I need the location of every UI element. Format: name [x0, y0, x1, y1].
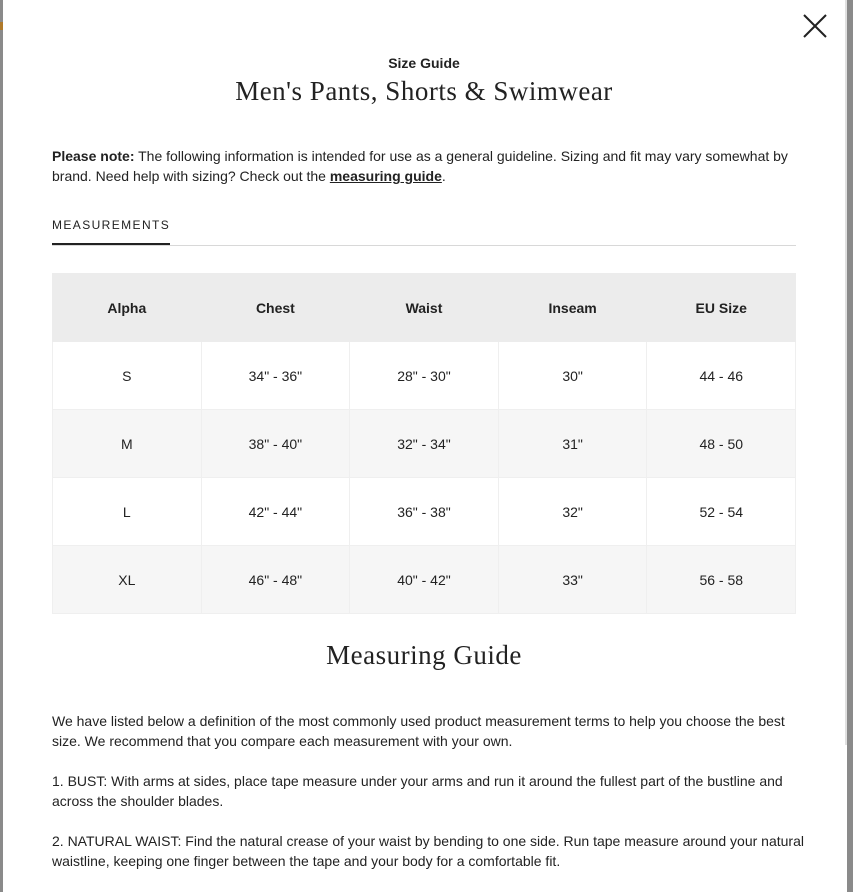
tab-measurements[interactable]: MEASUREMENTS [52, 216, 170, 245]
size-table [52, 273, 796, 614]
table-cell: 56 - 58 [647, 546, 796, 614]
table-cell: 28" - 30" [350, 342, 499, 410]
close-button[interactable] [802, 12, 828, 40]
backdrop-left-mark [0, 22, 3, 30]
column-header: Alpha [53, 274, 202, 342]
table-cell: 33" [498, 546, 647, 614]
table-cell: 40" - 42" [350, 546, 499, 614]
guide-waist-paragraph: 2. NATURAL WAIST: Find the natural crease of your waist by bending to one side. Run tape measure around your natural waistline, keeping one finger between the tape and your body for a comfortable fit. [52, 833, 804, 869]
modal-kicker: Size Guide [388, 55, 460, 71]
table-cell: M [53, 410, 202, 478]
sizing-note [52, 146, 812, 186]
column-header: Chest [201, 274, 350, 342]
measuring-guide-title: Measuring Guide [326, 640, 522, 670]
modal-title: Men's Pants, Shorts & Swimwear [235, 76, 613, 106]
column-header: Waist [350, 274, 499, 342]
table-cell: 52 - 54 [647, 478, 796, 546]
tab-bar [52, 216, 796, 246]
note-label: Please note: [52, 148, 135, 164]
table-row [53, 410, 796, 478]
table-cell: 36" - 38" [350, 478, 499, 546]
guide-bust-paragraph: 1. BUST: With arms at sides, place tape measure under your arms and run it around the fullest part of the bustline and across the shoulder blades. [52, 773, 783, 809]
column-header: Inseam [498, 274, 647, 342]
table-header-row [53, 274, 796, 342]
table-cell: 46" - 48" [201, 546, 350, 614]
close-icon [802, 12, 828, 40]
backdrop-right-edge [847, 0, 853, 892]
table-cell: 48 - 50 [647, 410, 796, 478]
guide-intro-paragraph: We have listed below a definition of the most commonly used product measurement terms to help you choose the best size. We recommend that you compare each measurement with your own. [52, 713, 785, 749]
table-row [53, 478, 796, 546]
note-end: . [441, 168, 446, 184]
table-row [53, 342, 796, 410]
table-cell: 34" - 36" [201, 342, 350, 410]
measuring-guide-link[interactable]: measuring guide [329, 168, 442, 184]
table-cell: 32" [498, 478, 647, 546]
column-header: EU Size [647, 274, 796, 342]
table-cell: 30" [498, 342, 647, 410]
backdrop-left-edge [0, 0, 3, 892]
table-cell: 31" [498, 410, 647, 478]
table-cell: 44 - 46 [647, 342, 796, 410]
table-cell: 32" - 34" [350, 410, 499, 478]
table-cell: S [53, 342, 202, 410]
table-cell: XL [53, 546, 202, 614]
table-cell: L [53, 478, 202, 546]
note-text: The following information is intended for use as a general guideline. Sizing and fit may vary somewhat by brand. Need help with sizing? Check out the [52, 148, 788, 184]
table-cell: 42" - 44" [201, 478, 350, 546]
table-cell: 38" - 40" [201, 410, 350, 478]
table-row [53, 546, 796, 614]
